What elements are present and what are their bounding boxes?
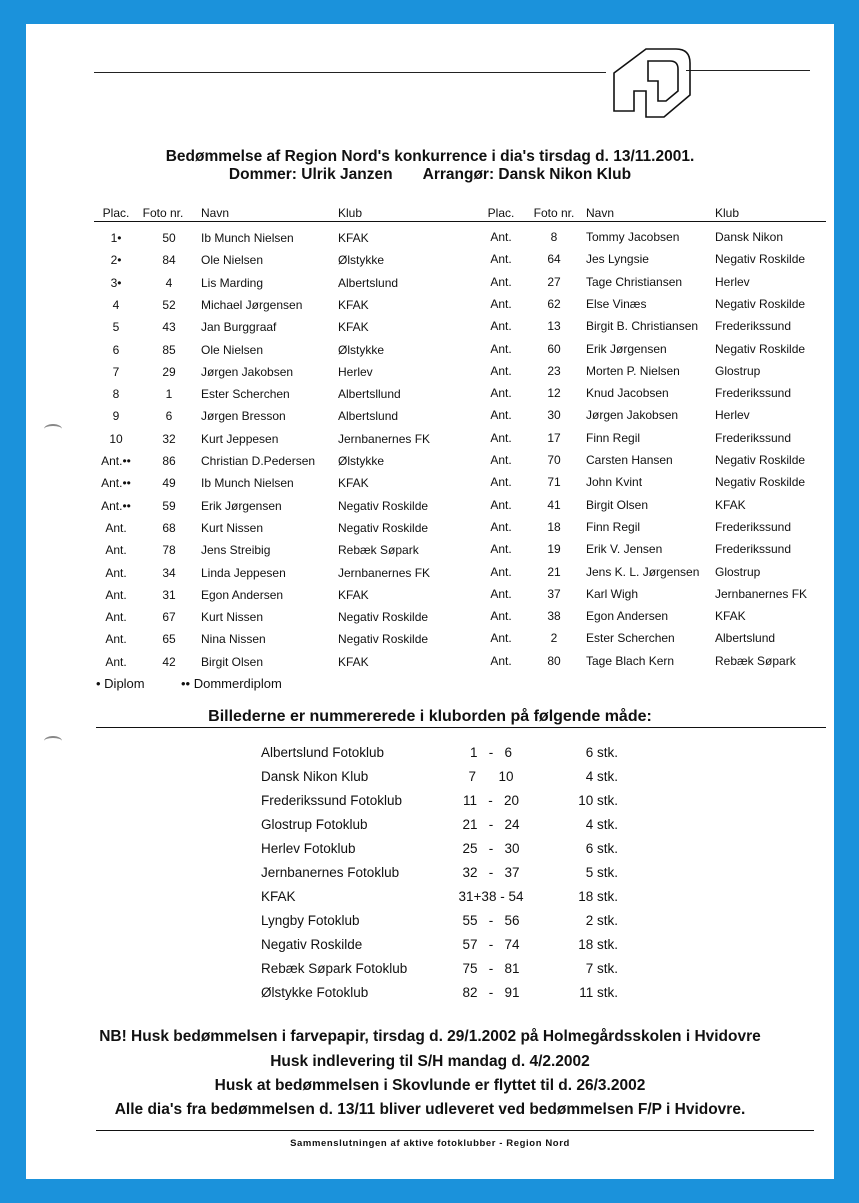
left-row-foto: 65: [162, 632, 176, 647]
right-row-foto: 70: [547, 453, 561, 467]
left-row-foto: 34: [162, 565, 176, 580]
left-row-navn: Ib Munch Nielsen: [201, 476, 294, 491]
numbering-heading: Billederne er nummererede i kluborden på følgende måde:: [208, 708, 652, 725]
right-row-klub: Frederikssund: [715, 386, 792, 401]
right-row-plac: Ant.: [490, 408, 512, 423]
left-row-plac: Ant.••: [101, 476, 131, 491]
club-count: 6 stk.: [585, 841, 618, 856]
left-row-plac: 5: [112, 320, 120, 335]
right-row-klub: Herlev: [715, 274, 750, 289]
right-row-navn: Finn Regil: [586, 430, 641, 445]
note-2: Husk indlevering til S/H mandag d. 4/2.2002: [270, 1053, 590, 1070]
left-row-foto: 59: [162, 498, 176, 513]
right-row-plac: Ant.: [490, 319, 512, 334]
header-plac-right: Plac.: [487, 206, 515, 220]
region-nord-logo: [606, 39, 706, 121]
club-count: 2 stk.: [585, 913, 618, 928]
right-row-plac: Ant.: [490, 296, 512, 311]
right-row-navn: Tage Blach Kern: [586, 653, 675, 668]
right-row-foto: 38: [547, 609, 561, 624]
left-row-navn: Ole Nielsen: [201, 253, 264, 268]
right-row-plac: Ant.: [490, 519, 512, 534]
header-plac-left: Plac.: [102, 206, 130, 220]
club-range: 11 - 20: [462, 793, 520, 808]
left-row-klub: KFAK: [338, 320, 369, 335]
club-range: 21 - 24: [462, 817, 520, 832]
right-row-foto: 30: [547, 408, 561, 423]
left-row-plac: Ant.••: [101, 454, 131, 468]
left-row-klub: Negativ Roskilde: [338, 520, 429, 535]
document-page: [26, 24, 834, 1179]
note-4: Alle dia's fra bedømmelsen d. 13/11 bliver udleveret ved bedømmelsen F/P i Hvidovre.: [114, 1101, 746, 1118]
right-row-foto: 62: [547, 296, 561, 311]
left-row-navn: Linda Jeppesen: [201, 565, 286, 580]
right-row-navn: Tommy Jacobsen: [586, 230, 680, 244]
club-count: 18 stk.: [578, 937, 618, 952]
right-row-foto: 2: [550, 631, 558, 646]
header-navn-left: Navn: [201, 206, 230, 220]
right-row-foto: 41: [547, 497, 561, 512]
right-row-plac: Ant.: [490, 631, 512, 646]
page-title: Bedømmelse af Region Nord's konkurrence i dia's tirsdag d. 13/11.2001.: [165, 148, 695, 165]
club-name: Lyngby Fotoklub: [261, 913, 360, 928]
left-row-klub: Negativ Roskilde: [338, 610, 429, 625]
right-row-klub: Negativ Roskilde: [715, 475, 806, 490]
left-row-foto: 49: [162, 476, 176, 491]
club-count: 11 stk.: [579, 985, 618, 1000]
club-range: 57 - 74: [462, 937, 520, 952]
left-row-plac: 3•: [110, 275, 122, 290]
left-row-foto: 1: [165, 387, 173, 402]
left-row-foto: 42: [162, 654, 176, 669]
left-row-plac: Ant.: [105, 654, 127, 669]
right-row-klub: Negativ Roskilde: [715, 453, 806, 467]
right-row-klub: KFAK: [715, 497, 746, 512]
left-row-foto: 67: [162, 610, 176, 625]
right-row-navn: Egon Andersen: [586, 609, 669, 624]
right-row-klub: Rebæk Søpark: [715, 653, 796, 668]
left-row-navn: Ole Nielsen: [201, 342, 264, 357]
left-row-plac: Ant.••: [101, 498, 131, 513]
right-row-klub: Albertslund: [715, 631, 776, 646]
header-rule: [94, 221, 826, 222]
note-1: NB! Husk bedømmelsen i farvepapir, tirsdag d. 29/1.2002 på Holmegårdsskolen i Hvidovre: [99, 1028, 761, 1045]
right-row-navn: Erik Jørgensen: [586, 341, 667, 356]
club-count: 10 stk.: [578, 793, 618, 808]
club-name: Glostrup Fotoklub: [261, 817, 368, 832]
right-row-foto: 21: [547, 564, 561, 579]
right-row-klub: Frederikssund: [715, 319, 792, 334]
footer-rule: [96, 1130, 814, 1131]
right-row-plac: Ant.: [490, 430, 512, 445]
right-row-plac: Ant.: [490, 542, 512, 557]
club-range: 25 - 30: [462, 841, 520, 856]
right-row-navn: Else Vinæs: [586, 296, 647, 311]
right-row-foto: 71: [547, 475, 561, 490]
left-row-klub: Negativ Roskilde: [338, 498, 429, 513]
legend-diplom: • Diplom: [96, 676, 145, 691]
left-row-plac: 7: [112, 364, 120, 379]
right-row-foto: 27: [547, 274, 561, 289]
right-row-navn: Erik V. Jensen: [586, 542, 663, 557]
right-row-klub: Frederikssund: [715, 430, 792, 445]
club-name: Herlev Fotoklub: [261, 841, 356, 856]
right-row-plac: Ant.: [490, 274, 512, 289]
left-row-klub: KFAK: [338, 231, 369, 245]
right-row-navn: Karl Wigh: [586, 586, 639, 601]
results-table: [26, 204, 834, 674]
right-row-navn: Birgit B. Christiansen: [586, 319, 699, 334]
left-row-klub: Jernbanernes FK: [338, 565, 431, 580]
header-foto-right: Foto nr.: [533, 206, 575, 220]
club-name: Frederikssund Fotoklub: [261, 793, 403, 808]
right-row-navn: Jørgen Jakobsen: [586, 408, 679, 423]
left-row-plac: 1•: [110, 231, 122, 245]
club-count: 4 stk.: [585, 769, 618, 784]
club-range: 1 - 6: [469, 745, 513, 760]
left-row-plac: Ant.: [105, 587, 127, 602]
club-name: Albertslund Fotoklub: [261, 745, 385, 760]
left-row-navn: Ib Munch Nielsen: [201, 231, 294, 245]
right-row-navn: Birgit Olsen: [586, 497, 649, 512]
left-row-plac: 4: [112, 297, 120, 312]
binder-hole-mark: [44, 736, 62, 746]
right-row-foto: 17: [547, 430, 561, 445]
judge: Dommer: Ulrik Janzen: [228, 166, 393, 183]
left-row-klub: Negativ Roskilde: [338, 632, 429, 647]
left-row-plac: 8: [112, 387, 120, 402]
right-row-foto: 64: [547, 252, 561, 267]
right-row-navn: Tage Christiansen: [586, 274, 683, 289]
left-row-klub: KFAK: [338, 587, 369, 602]
club-count: 5 stk.: [585, 865, 618, 880]
club-range: 31+38 - 54: [458, 889, 524, 904]
left-row-foto: 43: [162, 320, 176, 335]
club-name: Rebæk Søpark Fotoklub: [261, 961, 408, 976]
left-row-plac: 6: [112, 342, 120, 357]
right-row-navn: John Kvint: [586, 475, 643, 490]
organizer: Arrangør: Dansk Nikon Klub: [422, 166, 632, 183]
left-row-foto: 84: [162, 253, 176, 268]
left-row-foto: 78: [162, 543, 176, 558]
header-klub-right: Klub: [715, 206, 740, 220]
left-row-foto: 52: [162, 297, 176, 312]
left-row-klub: KFAK: [338, 297, 369, 312]
right-row-navn: Ester Scherchen: [586, 631, 675, 646]
right-row-plac: Ant.: [490, 564, 512, 579]
club-count: 6 stk.: [585, 745, 618, 760]
left-row-klub: Rebæk Søpark: [338, 543, 419, 558]
left-row-navn: Christian D.Pedersen: [201, 454, 316, 468]
left-row-navn: Ester Scherchen: [201, 387, 290, 402]
right-row-foto: 13: [547, 319, 561, 334]
left-row-navn: Michael Jørgensen: [201, 297, 303, 312]
right-row-klub: Frederikssund: [715, 519, 792, 534]
header-klub-left: Klub: [338, 206, 363, 220]
right-row-klub: Dansk Nikon: [715, 230, 784, 244]
right-row-navn: Morten P. Nielsen: [586, 363, 680, 378]
club-range: 82 - 91: [462, 985, 520, 1000]
left-row-foto: 50: [162, 231, 176, 245]
right-row-foto: 19: [547, 542, 561, 557]
left-row-plac: 10: [109, 431, 123, 446]
right-row-klub: Jernbanernes FK: [715, 586, 808, 601]
left-row-navn: Kurt Nissen: [201, 610, 264, 625]
left-row-foto: 4: [165, 275, 173, 290]
club-name: KFAK: [261, 889, 296, 904]
left-row-klub: Albertslund: [338, 409, 399, 424]
left-row-foto: 29: [162, 364, 176, 379]
left-row-navn: Lis Marding: [201, 275, 264, 290]
right-row-plac: Ant.: [490, 497, 512, 512]
club-range: 7 10: [468, 769, 514, 784]
right-row-plac: Ant.: [490, 386, 512, 401]
left-row-klub: Ølstykke: [338, 342, 385, 357]
right-row-klub: Frederikssund: [715, 542, 792, 557]
left-row-navn: Egon Andersen: [201, 587, 284, 602]
binder-hole-mark: [44, 424, 62, 434]
right-row-klub: KFAK: [715, 609, 746, 624]
left-row-plac: Ant.: [105, 543, 127, 558]
right-row-plac: Ant.: [490, 230, 512, 244]
left-row-navn: Jan Burggraaf: [201, 320, 277, 335]
left-row-foto: 31: [162, 587, 176, 602]
left-row-klub: KFAK: [338, 654, 369, 669]
right-row-foto: 12: [547, 386, 561, 401]
right-row-plac: Ant.: [490, 252, 512, 267]
left-row-navn: Jørgen Jakobsen: [201, 364, 294, 379]
left-row-foto: 6: [165, 409, 173, 424]
note-3: Husk at bedømmelsen i Skovlunde er flyttet til d. 26/3.2002: [214, 1077, 646, 1094]
left-row-plac: Ant.: [105, 610, 127, 625]
left-row-klub: Ølstykke: [338, 454, 385, 468]
judge-organizer-line: [26, 166, 834, 184]
left-row-navn: Erik Jørgensen: [201, 498, 282, 513]
right-row-klub: Glostrup: [715, 363, 761, 378]
right-row-foto: 18: [547, 519, 561, 534]
right-row-klub: Glostrup: [715, 564, 761, 579]
left-row-klub: Albertslund: [338, 275, 399, 290]
legend-dommerdiplom: •• Dommerdiplom: [181, 676, 282, 691]
right-row-foto: 37: [547, 586, 561, 601]
right-row-navn: Jens K. L. Jørgensen: [586, 564, 700, 579]
club-range: 32 - 37: [462, 865, 520, 880]
left-row-foto: 32: [162, 431, 176, 446]
club-name: Negativ Roskilde: [261, 937, 363, 952]
left-row-navn: Jens Streibig: [201, 543, 271, 558]
left-row-klub: KFAK: [338, 476, 369, 491]
right-row-foto: 80: [547, 653, 561, 668]
left-row-foto: 68: [162, 520, 176, 535]
left-row-klub: Ølstykke: [338, 253, 385, 268]
top-rule-left: [94, 72, 606, 73]
right-row-plac: Ant.: [490, 586, 512, 601]
left-row-navn: Nina Nissen: [201, 632, 266, 647]
right-row-plac: Ant.: [490, 453, 512, 467]
right-row-klub: Herlev: [715, 408, 750, 423]
left-row-navn: Kurt Nissen: [201, 520, 264, 535]
left-row-plac: 2•: [110, 253, 122, 268]
right-row-plac: Ant.: [490, 475, 512, 490]
left-row-navn: Kurt Jeppesen: [201, 431, 279, 446]
club-count: 4 stk.: [585, 817, 618, 832]
right-row-plac: Ant.: [490, 341, 512, 356]
right-row-navn: Jes Lyngsie: [586, 252, 649, 267]
left-row-plac: Ant.: [105, 520, 127, 535]
right-row-klub: Negativ Roskilde: [715, 341, 806, 356]
right-row-foto: 60: [547, 341, 561, 356]
right-row-navn: Finn Regil: [586, 519, 641, 534]
club-count: 7 stk.: [585, 961, 618, 976]
numbering-rule: [96, 727, 826, 728]
club-range: 55 - 56: [462, 913, 520, 928]
right-row-navn: Knud Jacobsen: [586, 386, 669, 401]
left-row-plac: 9: [112, 409, 120, 424]
right-row-klub: Negativ Roskilde: [715, 252, 806, 267]
header-navn-right: Navn: [586, 206, 615, 220]
left-row-klub: Herlev: [338, 364, 373, 379]
right-row-klub: Negativ Roskilde: [715, 296, 806, 311]
header-foto-left: Foto nr.: [142, 206, 184, 220]
left-row-foto: 85: [162, 342, 176, 357]
club-name: Ølstykke Fotoklub: [261, 985, 369, 1000]
right-row-foto: 23: [547, 363, 561, 378]
left-row-navn: Birgit Olsen: [201, 654, 264, 669]
page-footer: Sammenslutningen af aktive fotoklubber - Region Nord: [290, 1138, 570, 1149]
club-name: Jernbanernes Fotoklub: [261, 865, 400, 880]
left-row-plac: Ant.: [105, 565, 127, 580]
club-range: 75 - 81: [462, 961, 520, 976]
left-row-foto: 86: [162, 454, 176, 468]
left-row-plac: Ant.: [105, 632, 127, 647]
right-row-plac: Ant.: [490, 363, 512, 378]
left-row-navn: Jørgen Bresson: [201, 409, 286, 424]
club-count: 18 stk.: [578, 889, 618, 904]
left-row-klub: Jernbanernes FK: [338, 431, 431, 446]
club-name: Dansk Nikon Klub: [261, 769, 369, 784]
right-row-plac: Ant.: [490, 609, 512, 624]
right-row-navn: Carsten Hansen: [586, 453, 673, 467]
right-row-foto: 8: [550, 230, 558, 244]
left-row-klub: Albertsllund: [338, 387, 401, 402]
right-row-plac: Ant.: [490, 653, 512, 668]
